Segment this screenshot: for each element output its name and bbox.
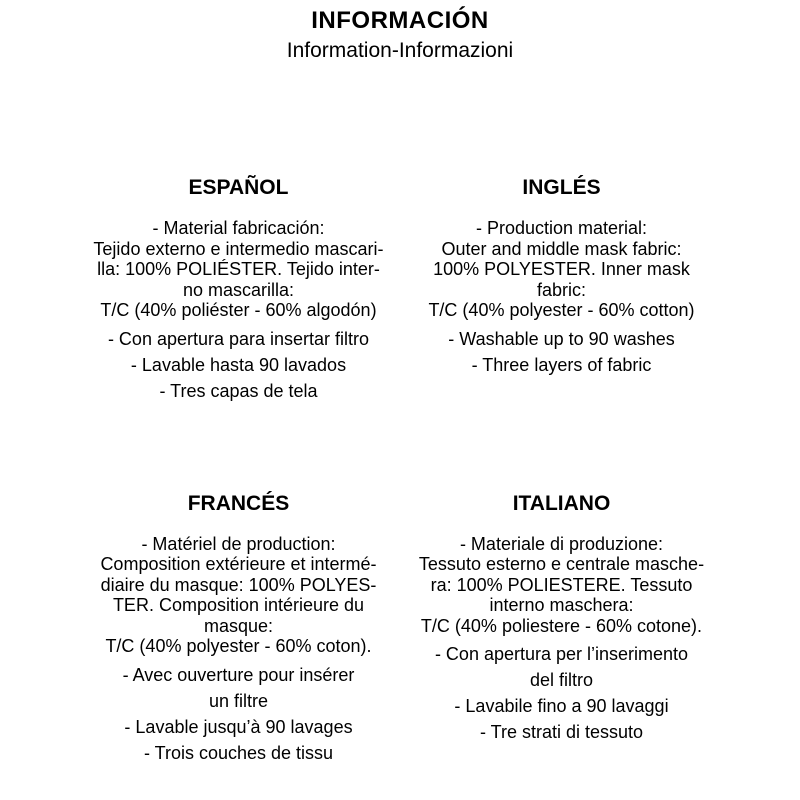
- section-title-italiano: ITALIANO: [512, 491, 611, 515]
- text-line: - Washable up to 90 washes: [448, 328, 675, 349]
- page-title: INFORMACIÓN: [311, 7, 489, 34]
- text-line: Outer and middle mask fabric:: [441, 238, 682, 259]
- section-title-espanol: ESPAÑOL: [188, 176, 289, 199]
- text-line: - Material fabricación:: [152, 218, 325, 238]
- text-line: Composition extérieure et intermé-: [100, 554, 377, 574]
- text-line: TER. Composition intérieure du: [112, 595, 365, 615]
- section-title-ingles: INGLÉS: [522, 176, 601, 199]
- section-ingles: [400, 176, 723, 404]
- text-line: - Lavabile fino a 90 lavaggi: [454, 696, 669, 716]
- text-line: - Matériel de production:: [141, 533, 336, 554]
- text-line: - Avec ouverture pour insérer: [122, 664, 355, 685]
- text-line: T/C (40% poliestere - 60% cotone).: [420, 615, 703, 636]
- section-intro-italiano: [400, 534, 723, 637]
- section-italiano: [400, 492, 723, 766]
- text-line: - Production material:: [475, 218, 648, 238]
- section-espanol: [77, 176, 400, 404]
- text-line: diaire du masque: 100% POLYES-: [100, 574, 377, 595]
- text-line: Tejido externo e intermedio mascari-: [93, 238, 384, 259]
- text-line: masque:: [203, 615, 274, 636]
- section-bullets-frances: [77, 662, 400, 766]
- section-intro-espanol: [77, 218, 400, 321]
- text-line: - Con apertura per l’inserimento: [434, 644, 689, 664]
- text-line: - Tres capas de tela: [159, 380, 318, 401]
- section-intro-ingles: [400, 218, 723, 321]
- section-title-frances: FRANCÉS: [187, 491, 290, 515]
- text-line: 100% POLYESTER. Inner mask: [433, 259, 690, 279]
- section-bullets-italiano: [400, 641, 723, 745]
- text-line: no mascarilla:: [182, 279, 295, 300]
- text-line: - Materiale di produzione:: [459, 533, 664, 554]
- text-line: fabric:: [536, 279, 587, 300]
- text-line: lla: 100% POLIÉSTER. Tejido inter-: [97, 259, 380, 279]
- page-subtitle: Information-Informazioni: [286, 39, 514, 62]
- text-line: - Lavable hasta 90 lavados: [130, 354, 347, 375]
- text-line: T/C (40% polyester - 60% coton).: [105, 636, 372, 656]
- text-line: - Trois couches de tissu: [143, 742, 334, 763]
- text-line: T/C (40% polyester - 60% cotton): [428, 300, 695, 320]
- section-intro-frances: [77, 534, 400, 657]
- section-bullets-ingles: [400, 326, 723, 378]
- language-sections-grid: [77, 176, 723, 766]
- text-line: un filtre: [208, 690, 269, 711]
- section-bullets-espanol: [77, 326, 400, 404]
- text-line: - Tre strati di tessuto: [479, 722, 644, 742]
- text-line: del filtro: [529, 670, 594, 690]
- text-line: - Three layers of fabric: [471, 354, 652, 375]
- text-line: - Con apertura para insertar filtro: [107, 328, 370, 349]
- text-line: Tessuto esterno e centrale masche-: [418, 554, 705, 574]
- section-frances: [77, 492, 400, 766]
- text-line: interno maschera:: [489, 595, 634, 615]
- text-line: T/C (40% poliéster - 60% algodón): [100, 300, 377, 320]
- text-line: - Lavable jusqu’à 90 lavages: [124, 716, 353, 737]
- text-line: ra: 100% POLIESTERE. Tessuto: [430, 574, 693, 595]
